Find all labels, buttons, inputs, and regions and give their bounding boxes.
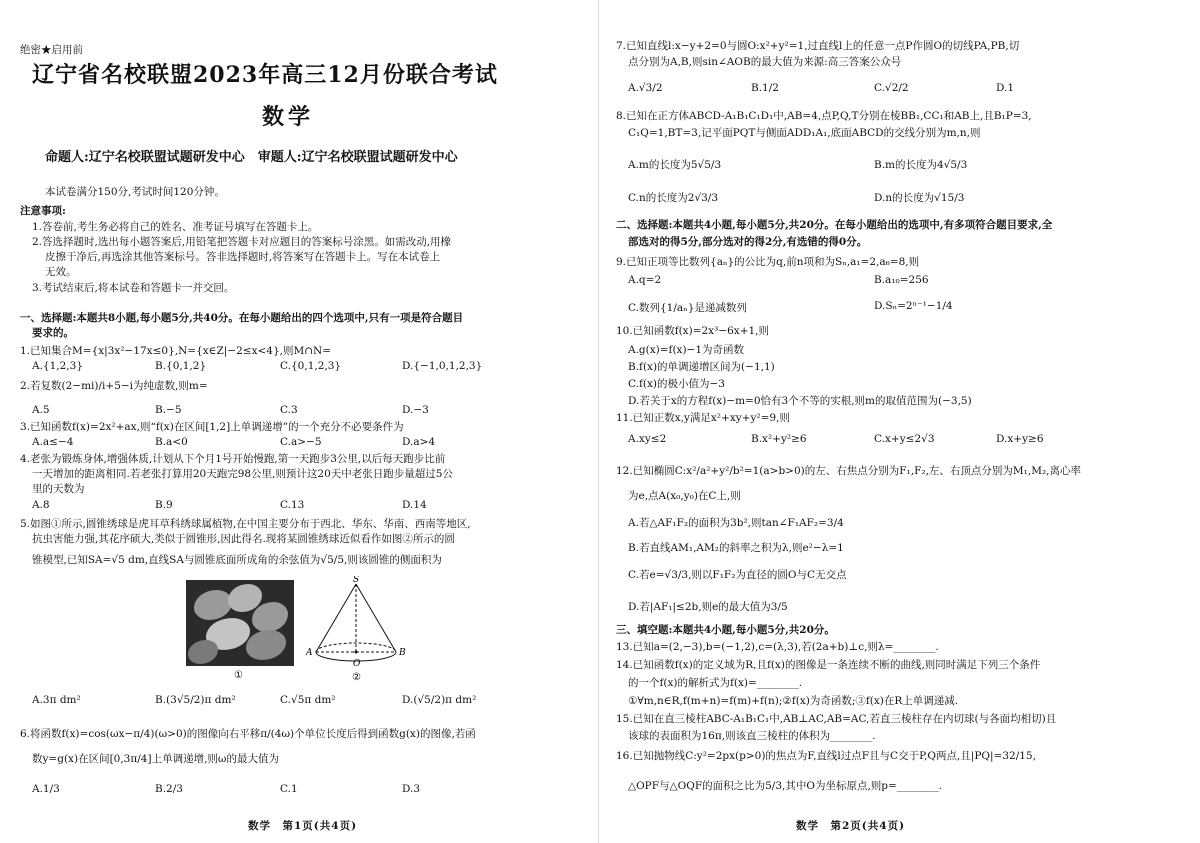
question-14: ①∀m,n∈R,f(m+n)=f(m)+f(n);②f(x)为奇函数;③f(x)在R上单调递减. [628, 695, 959, 707]
option-d: D.1 [996, 82, 1015, 94]
option-d: D.x+y≥6 [996, 433, 1044, 445]
option-c: C.√5π dm² [280, 694, 336, 706]
question-16: △OPF与△OQF的面积之比为5/3,其中O为坐标原点,则p=________. [628, 780, 943, 792]
notice-line: 1.答卷前,考生务必将自己的姓名、准考证号填写在答题卡上。 [32, 221, 319, 233]
exam-title: 辽宁省名校联盟2023年高三12月份联合考试 [32, 62, 498, 88]
page-footer: 数学 第2页(共4页) [796, 820, 906, 832]
question-1: 1.已知集合M={x|3x²−17x≤0},N={x∈Z|−2≤x<4},则M∩N= [20, 345, 332, 357]
option-d: D.(√5/2)π dm² [402, 694, 477, 706]
notice-line: 无效。 [45, 266, 77, 278]
question-11: 11.已知正数x,y满足x²+xy+y²=9,则 [616, 412, 790, 424]
option-c: C.数列{1/aₙ}是递减数列 [628, 302, 747, 314]
page-footer: 数学 第1页(共4页) [248, 820, 358, 832]
option-b: B.1/2 [751, 82, 779, 94]
option-c: C.f(x)的极小值为−3 [628, 378, 725, 390]
question-16: 16.已知抛物线C:y²=2px(p>0)的焦点为F,直线l过点F且与C交于P,Q两点,且|PQ|=32/15, [616, 750, 1036, 762]
option-d: D.若关于x的方程f(x)−m=0恰有3个不等的实根,则m的取值范围为(−3,5) [628, 395, 972, 407]
option-d: D.a>4 [402, 436, 436, 448]
option-c: C.3 [280, 404, 298, 416]
option-b: B.{0,1,2} [155, 360, 207, 372]
option-a: A.{1,2,3} [32, 360, 83, 372]
question-14: 的一个f(x)的解析式为f(x)=________. [628, 677, 803, 689]
confidential-label: 绝密★启用前 [20, 44, 83, 56]
question-9: 9.已知正项等比数列{aₙ}的公比为q,前n项和为Sₙ,a₁=2,a₆=8,则 [616, 256, 920, 268]
exam-page-1 [0, 0, 590, 843]
question-8: 8.已知在正方体ABCD-A₁B₁C₁D₁中,AB=4,点P,Q,T分别在棱BB₁,CC₁和AB上,且B₁P=3, [616, 110, 1032, 122]
option-b: B.2/3 [155, 783, 183, 795]
option-c: C.{0,1,2,3} [280, 360, 342, 372]
section-1-header: 要求的。 [32, 327, 74, 339]
option-a: A.8 [32, 499, 50, 511]
question-14: 14.已知函数f(x)的定义域为R,且f(x)的图像是一条连续不断的曲线,则同时满足下列三个条件 [616, 659, 1041, 671]
option-a: A.g(x)=f(x)−1为奇函数 [628, 344, 745, 356]
question-15: 15.已知在直三棱柱ABC-A₁B₁C₁中,AB⊥AC,AB=AC,若直三棱柱存在内切球(与各面均相切)且 [616, 713, 1057, 725]
option-b: B.m的长度为4√5/3 [874, 159, 968, 171]
option-c: C.n的长度为2√3/3 [628, 192, 719, 204]
question-7: 7.已知直线l:x−y+2=0与圆O:x²+y²=1,过直线l上的任意一点P作圆O的切线PA,PB,切 [616, 40, 1020, 52]
option-a: A.若△AF₁F₂的面积为3b²,则tan∠F₁AF₂=3/4 [628, 517, 844, 529]
option-c: C.13 [280, 499, 305, 511]
subject-title: 数学 [262, 104, 315, 130]
option-a: A.a≤−4 [32, 436, 74, 448]
question-5: 5.如图①所示,圆锥绣球是虎耳草科绣球属植物,在中国主要分布于西北、华东、华南、西南等地区, [20, 518, 471, 530]
option-a: A.m的长度为5√5/3 [628, 159, 722, 171]
option-d: D.Sₙ=2ⁿ⁻¹−1/4 [874, 300, 953, 312]
option-c: C.x+y≤2√3 [874, 433, 935, 445]
section-2-header: 部选对的得5分,部分选对的得2分,有选错的得0分。 [628, 236, 868, 248]
question-13: 13.已知a=(2,−3),b=(−1,2),c=(λ,3),若(2a+b)⊥c,则λ=________. [616, 641, 939, 653]
question-7: 点分别为A,B,则sin∠AOB的最大值为来源:高三答案公众号 [628, 56, 902, 68]
option-d: D.−3 [402, 404, 429, 416]
option-d: D.14 [402, 499, 427, 511]
notice-line: 皮擦干净后,再选涂其他答案标号。答非选择题时,将答案写在答题卡上。写在本试卷上 [45, 251, 441, 263]
figure-2-label: ② [352, 672, 361, 683]
option-b: B.−5 [155, 404, 182, 416]
question-10: 10.已知函数f(x)=2x³−6x+1,则 [616, 325, 770, 337]
option-a: A.q=2 [628, 274, 662, 286]
notice-line: 2.答选择题时,选出每小题答案后,用铅笔把答题卡对应题目的答案标号涂黑。如需改动,用橡 [32, 236, 452, 248]
option-d: D.{−1,0,1,2,3} [402, 360, 483, 372]
question-5: 抗虫害能力强,其花序硕大,类似于圆锥形,因此得名.现将某圆锥绣球近似看作如图②所示的圆 [32, 533, 455, 545]
question-12: 为e,点A(x₀,y₀)在C上,则 [628, 490, 741, 502]
option-b: B.f(x)的单调递增区间为(−1,1) [628, 361, 775, 373]
section-2-header: 二、选择题:本题共4小题,每小题5分,共20分。在每小题给出的选项中,有多项符合题目要求,全 [616, 219, 1053, 231]
notice-header: 注意事项: [20, 205, 66, 217]
intro-text: 本试卷满分150分,考试时间120分钟。 [45, 186, 225, 198]
option-b: B.9 [155, 499, 173, 511]
option-d: D.若|AF₁|≤2b,则e的最大值为3/5 [628, 601, 788, 613]
option-c: C.a>−5 [280, 436, 322, 448]
option-b: B.(3√5/2)π dm² [155, 694, 236, 706]
option-a: A.√3/2 [628, 82, 663, 94]
cone-label-a: A [306, 648, 313, 658]
option-b: B.若直线AM₁,AM₂的斜率之积为λ,则e²−λ=1 [628, 542, 844, 554]
cone-label-s: S [353, 576, 360, 585]
notice-line: 3.考试结束后,将本试卷和答题卡一并交回。 [32, 282, 235, 294]
question-15: 该球的表面积为16π,则该直三棱柱的体积为________. [628, 730, 876, 742]
authors-line: 命题人:辽宁名校联盟试题研发中心 审题人:辽宁名校联盟试题研发中心 [45, 150, 458, 165]
cone-diagram [306, 576, 426, 686]
option-a: A.5 [32, 404, 50, 416]
question-5: 锥模型,已知SA=√5 dm,直线SA与圆锥底面所成角的余弦值为√5/5,则该圆锥的侧面积为 [32, 554, 442, 566]
page-fold-divider [598, 0, 599, 843]
option-c: C.1 [280, 783, 298, 795]
option-b: B.x²+y²≥6 [751, 433, 807, 445]
cone-label-b: B [399, 648, 406, 658]
option-d: D.n的长度为√15/3 [874, 192, 965, 204]
question-2: 2.若复数(2−mi)/i+5−i为纯虚数,则m= [20, 380, 208, 392]
question-6: 6.将函数f(x)=cos(ωx−π/4)(ω>0)的图像向右平移π/(4ω)个单位长度后得到函数g(x)的图像,若函 [20, 728, 476, 740]
option-a: A.xy≤2 [628, 433, 667, 445]
figure-1-label: ① [234, 670, 243, 681]
hydrangea-photo [186, 580, 294, 666]
option-a: A.1/3 [32, 783, 60, 795]
option-c: C.√2/2 [874, 82, 909, 94]
question-4: 里的天数为 [32, 483, 85, 495]
cone-label-o: O [353, 659, 361, 669]
option-c: C.若e=√3/3,则以F₁F₂为直径的圆O与C无交点 [628, 569, 847, 581]
exam-page-2 [606, 0, 1196, 843]
question-4: 一天增加的距离相同.若老张打算用20天跑完98公里,则预计这20天中老张日跑步量超过5公 [32, 468, 453, 480]
option-d: D.3 [402, 783, 421, 795]
option-b: B.a<0 [155, 436, 188, 448]
option-b: B.a₁₀=256 [874, 274, 929, 286]
question-12: 12.已知椭圆C:x²/a²+y²/b²=1(a>b>0)的左、右焦点分别为F₁,F₂,左、右顶点分别为M₁,M₂,离心率 [616, 465, 1082, 477]
question-6: 数y=g(x)在区间[0,3π/4]上单调递增,则ω的最大值为 [32, 753, 279, 765]
option-a: A.3π dm² [32, 694, 81, 706]
section-1-header: 一、选择题:本题共8小题,每小题5分,共40分。在每小题给出的四个选项中,只有一项是符合题目 [20, 312, 464, 324]
question-3: 3.已知函数f(x)=2x²+ax,则“f(x)在区间[1,2]上单调递增”的一个充分不必要条件为 [20, 421, 404, 433]
question-4: 4.老张为锻炼身体,增强体质,计划从下个月1号开始慢跑,第一天跑步3公里,以后每天跑步比前 [20, 453, 446, 465]
question-8: C₁Q=1,BT=3,记平面PQT与侧面ADD₁A₁,底面ABCD的交线分别为m,n,则 [628, 127, 981, 139]
section-3-header: 三、填空题:本题共4小题,每小题5分,共20分。 [616, 624, 835, 636]
